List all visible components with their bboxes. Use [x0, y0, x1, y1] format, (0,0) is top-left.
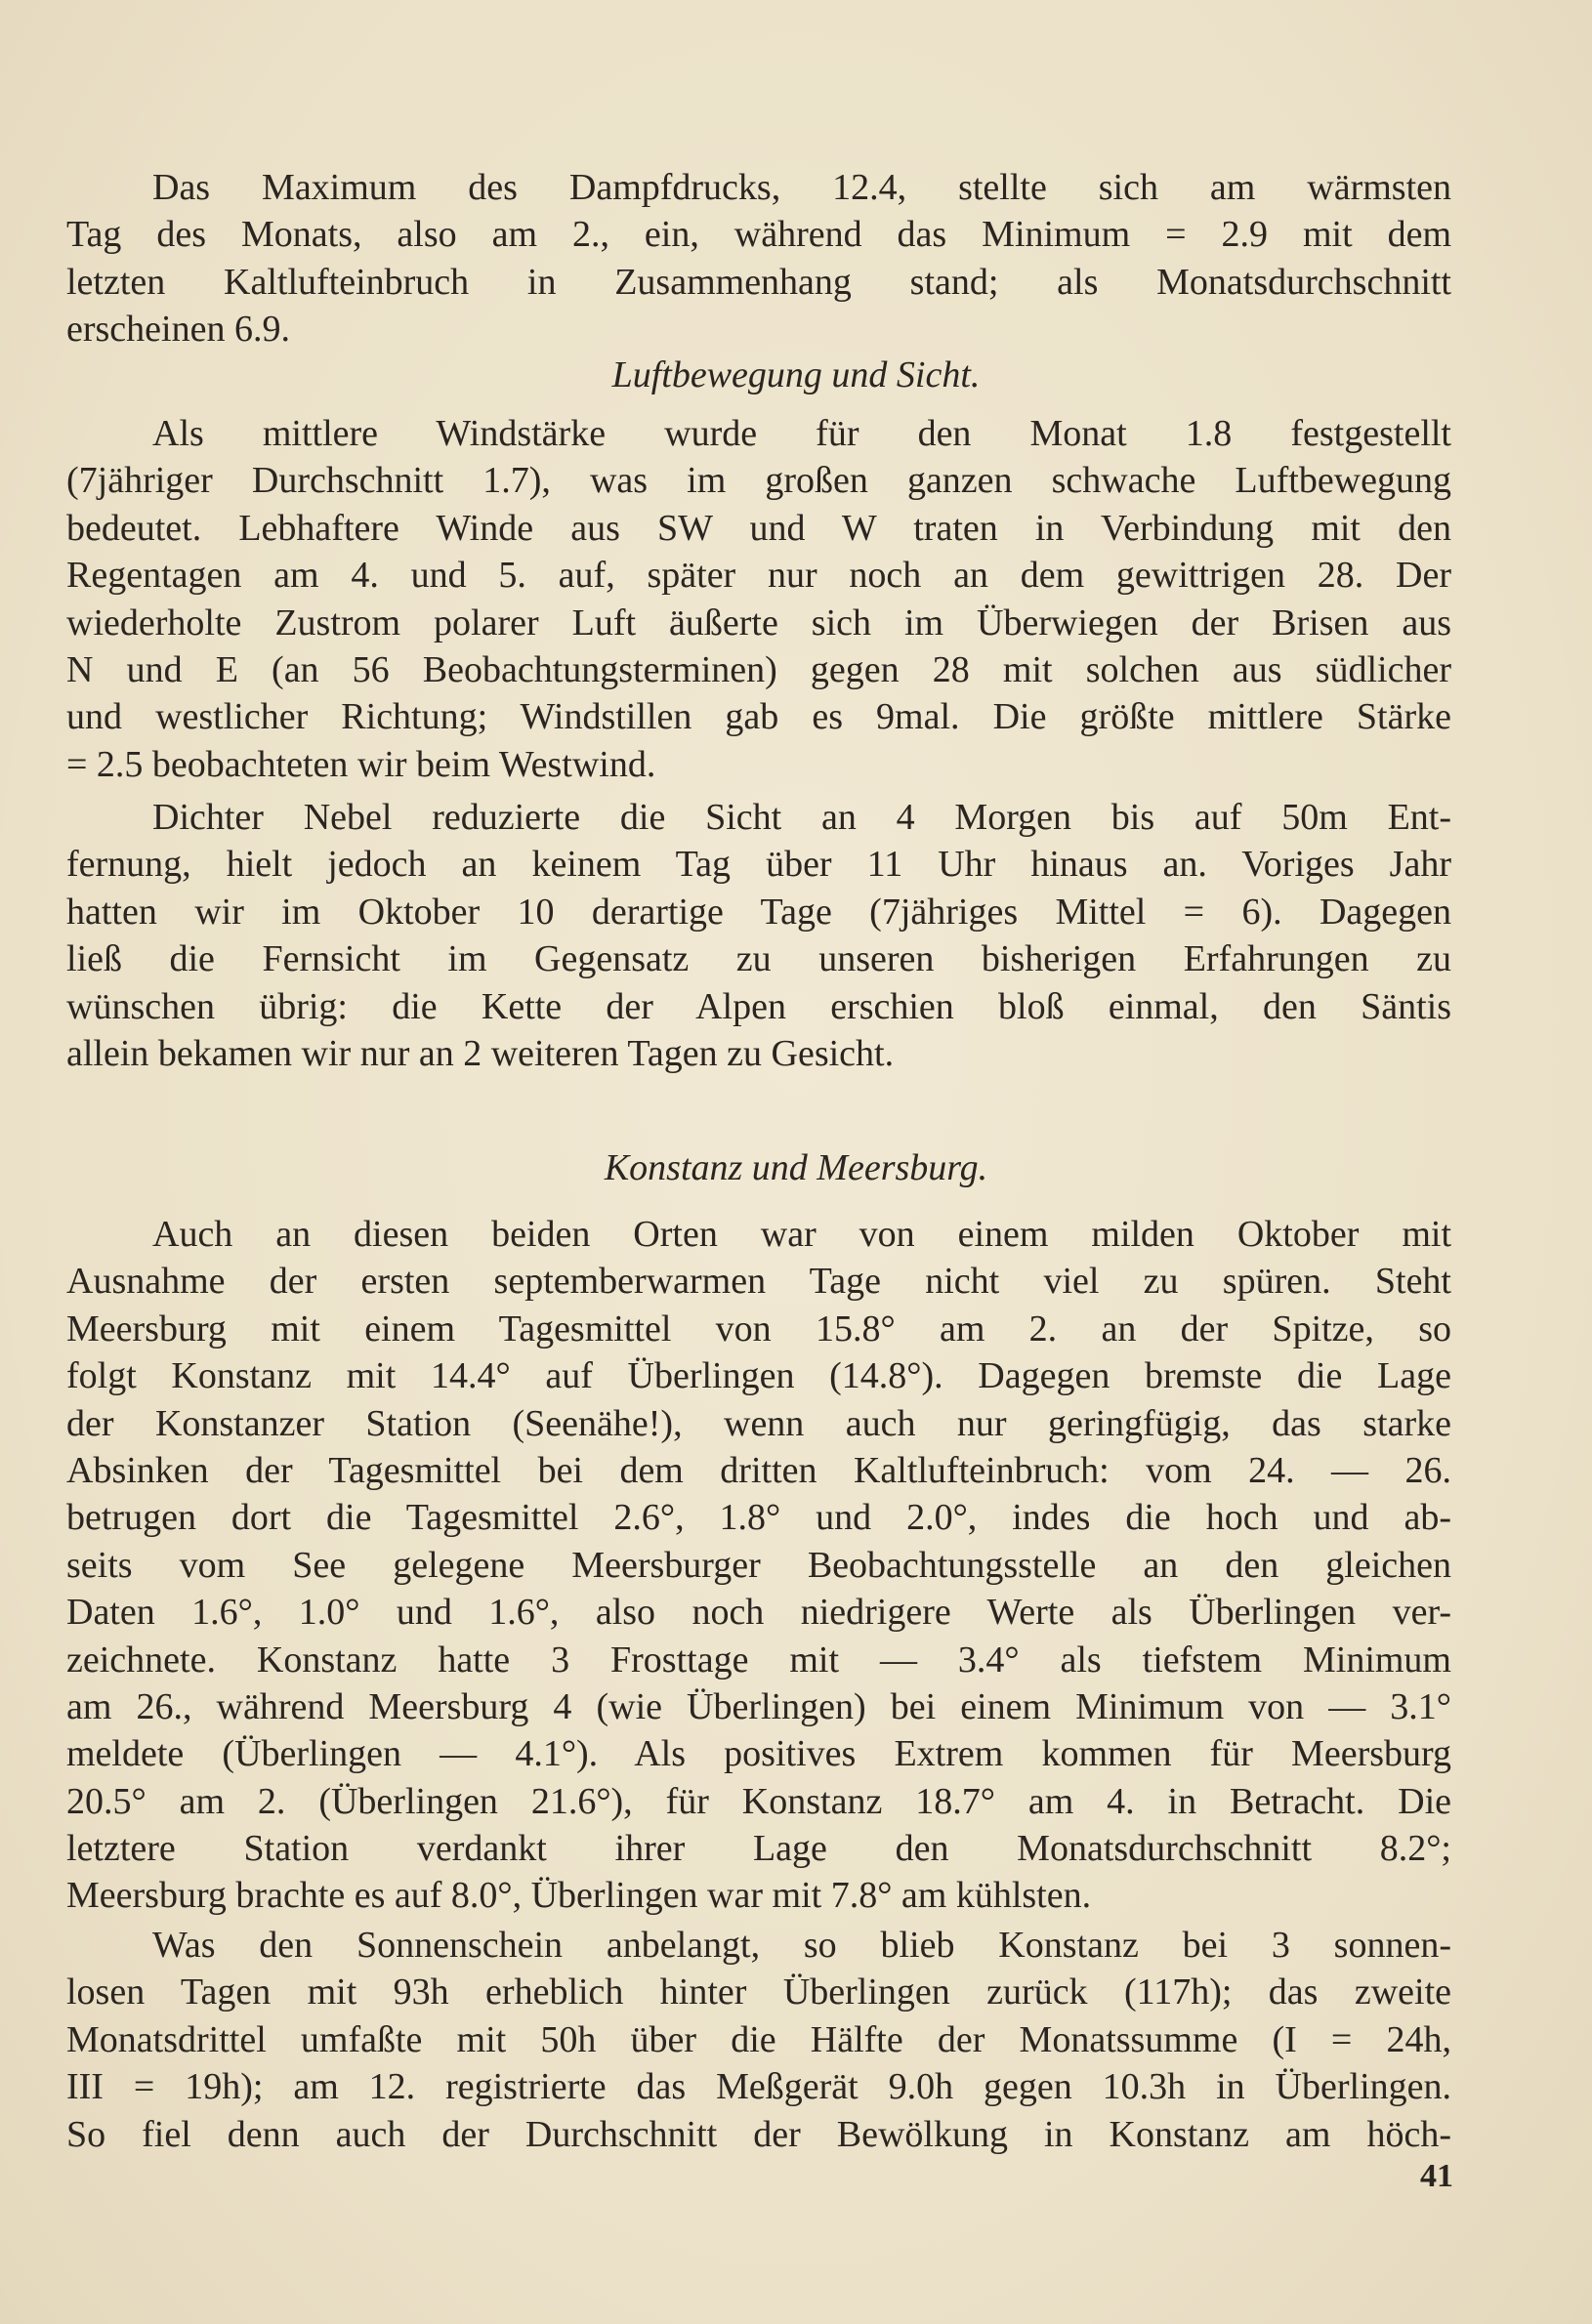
text-line: der Konstanzer Station (Seenähe!), wenn auch nur geringfügig, das starke — [66, 1402, 1451, 1444]
text-line: erscheinen 6.9. — [66, 309, 290, 351]
text-line: Als mittlere Windstärke wurde für den Monat 1.8 festgestellt — [152, 413, 1451, 454]
text-line: III = 19h); am 12. registrierte das Meßgerät 9.0h gegen 10.3h in Überlingen. — [66, 2066, 1451, 2108]
text-line: Absinken der Tagesmittel bei dem dritten Kaltlufteinbruch: vom 24. — 26. — [66, 1449, 1451, 1491]
text-line: folgt Konstanz mit 14.4° auf Überlingen (14.8°). Dagegen bremste die Lage — [66, 1355, 1451, 1397]
text-line: Das Maximum des Dampfdrucks, 12.4, stellte sich am wärmsten — [152, 167, 1451, 208]
paragraph-konstanz-meersburg — [66, 1211, 1451, 1920]
paragraph-dampfdruck — [66, 164, 1451, 353]
text-line: Monatsdrittel umfaßte mit 50h über die Hälfte der Monatssumme (I = 24h, — [66, 2018, 1451, 2060]
text-line: losen Tagen mit 93h erheblich hinter Überlingen zurück (117h); das zweite — [66, 1971, 1451, 2013]
text-line: Dichter Nebel reduzierte die Sicht an 4 Morgen bis auf 50m Ent- — [152, 797, 1451, 838]
text-line: Auch an diesen beiden Orten war von einem milden Oktober mit — [152, 1214, 1451, 1255]
text-line: betrugen dort die Tagesmittel 2.6°, 1.8° und 2.0°, indes die hoch und ab- — [66, 1497, 1451, 1539]
text-line: meldete (Überlingen — 4.1°). Als positives Extrem kommen für Meersburg — [66, 1733, 1451, 1775]
text-line: Meersburg brachte es auf 8.0°, Überlingen war mit 7.8° am kühlsten. — [66, 1875, 1092, 1917]
text-line: Meersburg mit einem Tagesmittel von 15.8° am 2. an der Spitze, so — [66, 1307, 1451, 1349]
text-line: 20.5° am 2. (Überlingen 21.6°), für Konstanz 18.7° am 4. in Betracht. Die — [66, 1780, 1451, 1822]
text-line: allein bekamen wir nur an 2 weiteren Tagen zu Gesicht. — [66, 1032, 895, 1074]
paragraph-windstaerke — [66, 410, 1451, 788]
text-line: am 26., während Meersburg 4 (wie Überlingen) bei einem Minimum von — 3.1° — [66, 1685, 1451, 1727]
text-line: = 2.5 beobachteten wir beim Westwind. — [66, 743, 656, 785]
text-line: So fiel denn auch der Durchschnitt der Bewölkung in Konstanz am höch- — [66, 2113, 1451, 2155]
section-heading-luftbewegung: Luftbewegung und Sicht. — [611, 354, 981, 395]
section-heading-konstanz-meersburg: Konstanz und Meersburg. — [604, 1147, 988, 1188]
text-line: Was den Sonnenschein anbelangt, so blieb Konstanz bei 3 sonnen- — [152, 1925, 1451, 1966]
paragraph-sonnenschein — [66, 1922, 1451, 2158]
text-line: ließ die Fernsicht im Gegensatz zu unseren bisherigen Erfahrungen zu — [66, 938, 1451, 980]
text-line: letzten Kaltlufteinbruch in Zusammenhang stand; als Monatsdurchschnitt — [66, 261, 1451, 303]
text-line: Regentagen am 4. und 5. auf, später nur noch an dem gewittrigen 28. Der — [66, 555, 1451, 597]
text-line: Tag des Monats, also am 2., ein, während das Minimum = 2.9 mit dem — [66, 214, 1451, 256]
text-line: zeichnete. Konstanz hatte 3 Frosttage mit — 3.4° als tiefstem Minimum — [66, 1639, 1451, 1681]
text-line: wiederholte Zustrom polarer Luft äußerte sich im Überwiegen der Brisen aus — [66, 602, 1451, 643]
paragraph-nebel-sicht — [66, 794, 1451, 1077]
text-line: hatten wir im Oktober 10 derartige Tage (7jähriges Mittel = 6). Dagegen — [66, 891, 1451, 933]
text-line: seits vom See gelegene Meersburger Beobachtungsstelle an den gleichen — [66, 1544, 1451, 1586]
text-line: und westlicher Richtung; Windstillen gab es 9mal. Die größte mittlere Stärke — [66, 696, 1451, 738]
text-line: N und E (an 56 Beobachtungsterminen) gegen 28 mit solchen aus südlicher — [66, 648, 1451, 690]
text-line: letztere Station verdankt ihrer Lage den Monatsdurchschnitt 8.2°; — [66, 1828, 1451, 1870]
text-line: Daten 1.6°, 1.0° und 1.6°, also noch niedrigere Werte als Überlingen ver- — [66, 1592, 1451, 1634]
text-line: Ausnahme der ersten septemberwarmen Tage nicht viel zu spüren. Steht — [66, 1261, 1451, 1303]
text-line: bedeutet. Lebhaftere Winde aus SW und W traten in Verbindung mit den — [66, 507, 1451, 549]
text-line: wünschen übrig: die Kette der Alpen erschien bloß einmal, den Säntis — [66, 985, 1451, 1027]
page-number: 41 — [1420, 2158, 1453, 2194]
text-line: fernung, hielt jedoch an keinem Tag über 11 Uhr hinaus an. Voriges Jahr — [66, 844, 1451, 886]
text-line: (7jähriger Durchschnitt 1.7), was im großen ganzen schwache Luftbewegung — [66, 460, 1451, 502]
